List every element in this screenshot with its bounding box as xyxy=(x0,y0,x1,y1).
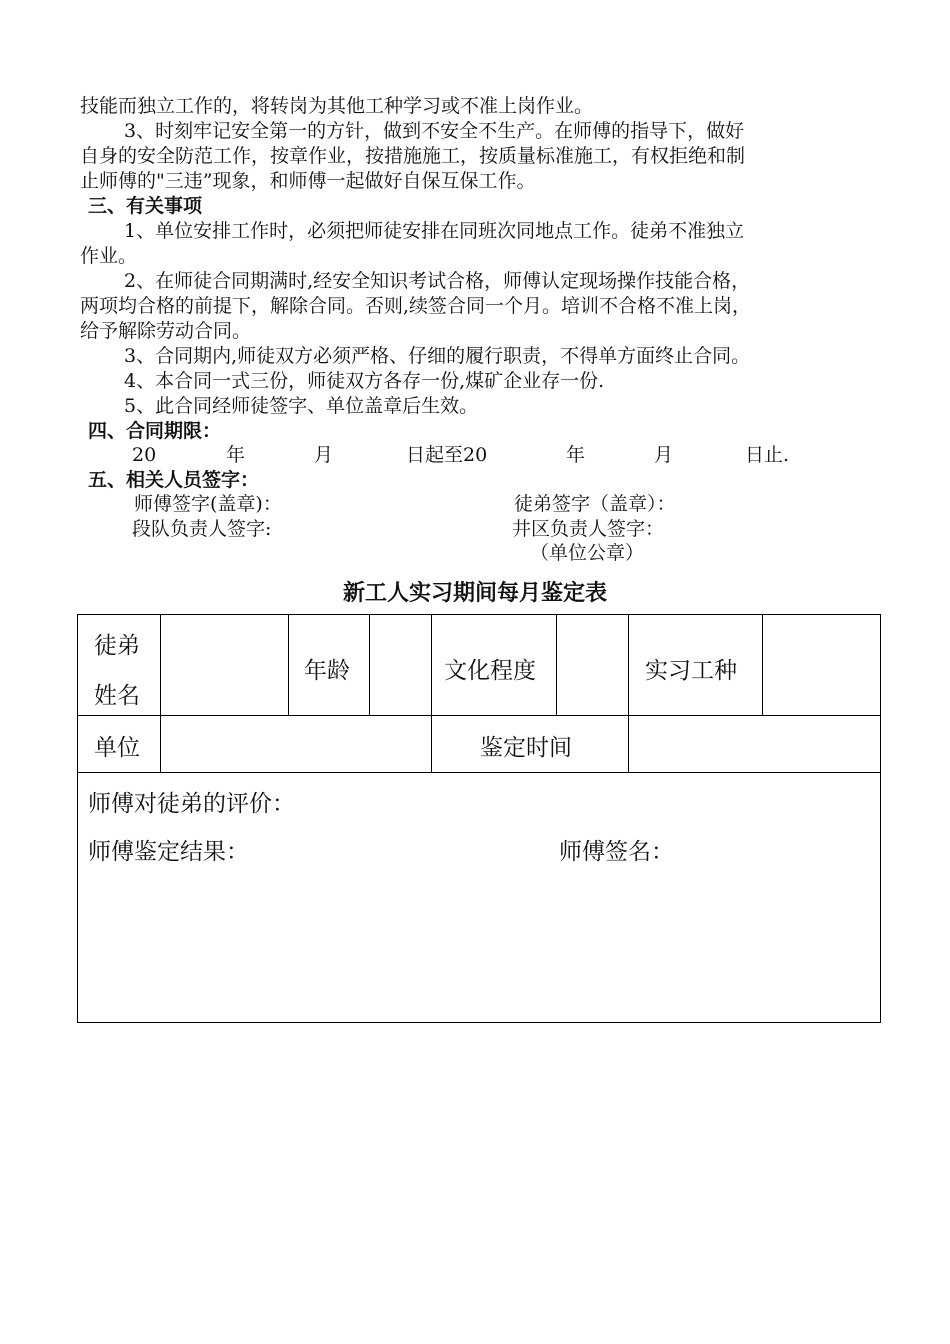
paragraph-line: 技能而独立工作的，将转岗为其他工种学习或不准上岗作业。 xyxy=(80,95,594,117)
table-border xyxy=(77,715,881,716)
paragraph-line: 两项均合格的前提下，解除合同。否则,续签合同一个月。培训不合格不准上岗， xyxy=(80,295,752,317)
table-border xyxy=(77,614,881,615)
paragraph-line: 2、在师徒合同期满时,经安全知识考试合格，师傅认定现场操作技能合格， xyxy=(124,270,751,292)
name-field[interactable] xyxy=(162,616,287,714)
paragraph-line: 止师傅的"三违”现象，和师傅一起做好自保互保工作。 xyxy=(80,170,536,192)
table-border xyxy=(880,614,881,1023)
section-heading-4: 四、合同期限： xyxy=(88,420,222,442)
evaluation-text-area[interactable] xyxy=(79,870,879,1020)
period-year-label: 年 xyxy=(566,444,586,466)
period-year-label: 年 xyxy=(226,444,246,466)
unit-field[interactable] xyxy=(162,717,430,771)
result-label: 师傅鉴定结果： xyxy=(88,839,249,865)
trade-field[interactable] xyxy=(764,616,879,714)
unit-label: 单位 xyxy=(94,735,140,761)
section-heading-3: 三、有关事项 xyxy=(88,195,203,217)
paragraph-line: 作业。 xyxy=(80,245,138,267)
table-border xyxy=(77,614,78,1023)
table-border xyxy=(628,614,629,772)
table-border xyxy=(762,614,763,715)
paragraph-line: 5、此合同经师徒签字、单位盖章后生效。 xyxy=(124,395,479,417)
evaluation-date-field[interactable] xyxy=(630,717,879,771)
evaluation-label: 师傅对徒弟的评价： xyxy=(88,791,295,817)
paragraph-line: 3、时刻牢记安全第一的方针，做到不安全不生产。在师傅的指导下，做好 xyxy=(124,120,745,142)
apprentice-signature-label: 徒弟签字（盖章）： xyxy=(514,493,676,515)
paragraph-line: 自身的安全防范工作，按章作业，按措施施工，按质量标准施工，有权拒绝和制 xyxy=(80,145,746,167)
evaluation-date-label: 鉴定时间 xyxy=(480,735,572,761)
period-month-label: 月 xyxy=(314,444,334,466)
table-border xyxy=(556,614,557,715)
paragraph-line: 4、本合同一式三份，师徒双方各存一份,煤矿企业存一份. xyxy=(124,370,605,392)
table-border xyxy=(77,1022,881,1023)
name-label: 徒弟 xyxy=(94,633,140,659)
section-head-signature-label: 段队负责人签字: xyxy=(132,518,272,540)
master-signature-label: 师傅签字(盖章)： xyxy=(134,493,282,515)
age-field[interactable] xyxy=(371,616,430,714)
paragraph-line: 1、单位安排工作时，必须把师徒安排在同班次同地点工作。徒弟不准独立 xyxy=(124,220,745,242)
education-label: 文化程度 xyxy=(444,658,536,684)
table-border xyxy=(288,614,289,715)
unit-seal-label: （单位公章） xyxy=(530,542,645,564)
name-label: 姓名 xyxy=(94,683,140,709)
period-from-label: 日起至20 xyxy=(406,444,488,466)
period-end-label: 日止. xyxy=(745,444,790,466)
table-border xyxy=(369,614,370,715)
table-border xyxy=(431,614,432,772)
table-border xyxy=(77,772,881,773)
period-year-start: 20 xyxy=(132,444,157,466)
education-field[interactable] xyxy=(558,616,627,714)
paragraph-line: 给予解除劳动合同。 xyxy=(80,320,252,342)
area-head-signature-label: 井区负责人签字： xyxy=(512,518,665,540)
paragraph-line: 3、合同期内,师徒双方必须严格、仔细的履行职责，不得单方面终止合同。 xyxy=(124,345,751,367)
section-heading-5: 五、相关人员签字： xyxy=(88,469,260,491)
trade-label: 实习工种 xyxy=(645,658,737,684)
form-title: 新工人实习期间每月鉴定表 xyxy=(342,580,607,606)
master-signature-field-label: 师傅签名： xyxy=(559,839,674,865)
table-border xyxy=(160,614,161,772)
period-month-label: 月 xyxy=(654,444,674,466)
age-label: 年龄 xyxy=(304,658,350,684)
